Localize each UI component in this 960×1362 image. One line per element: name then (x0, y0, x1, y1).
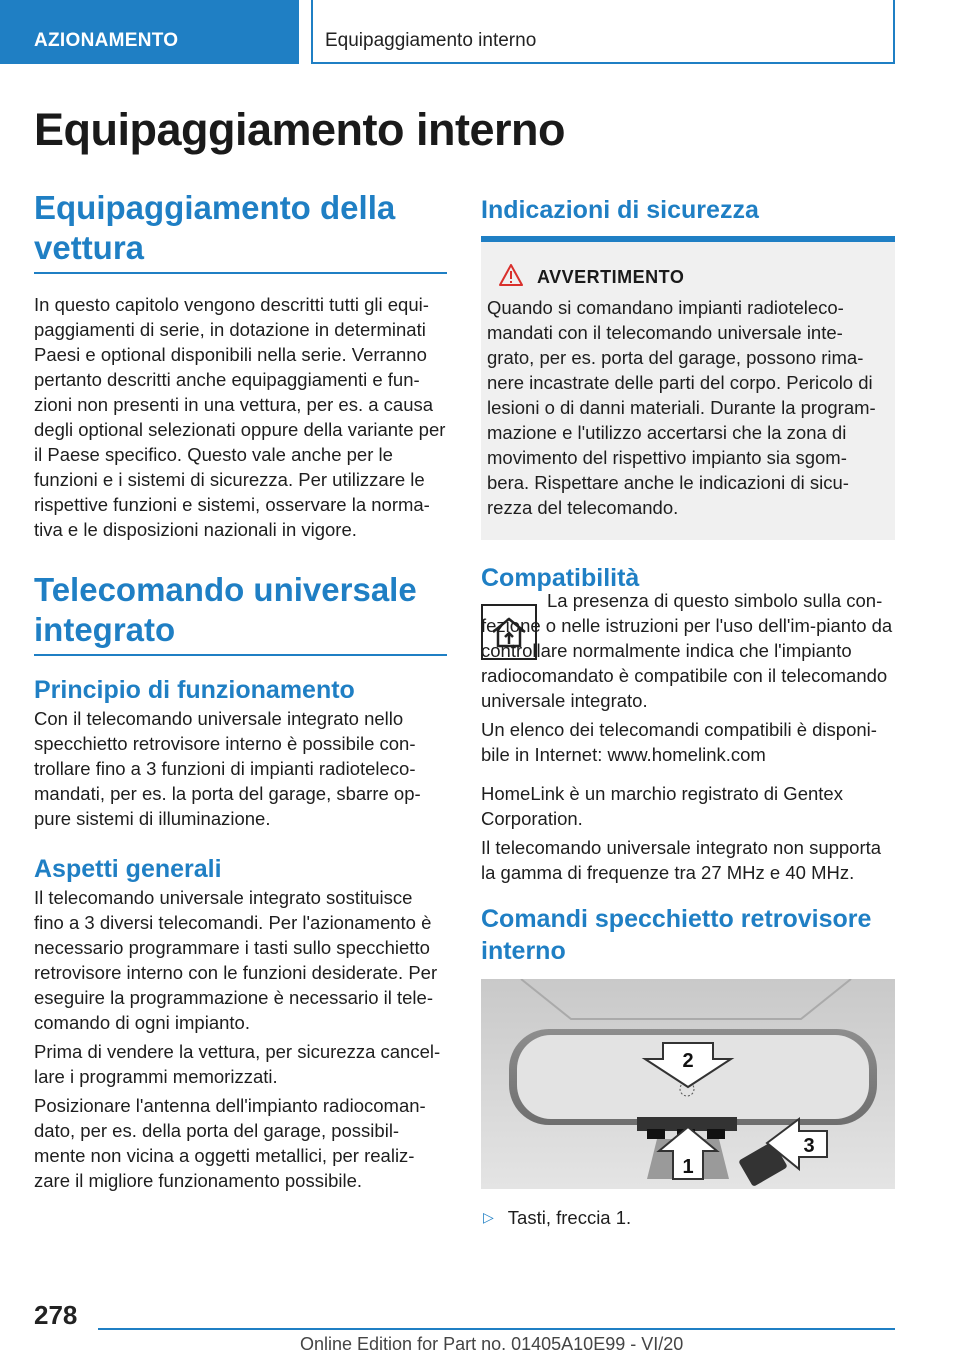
warning-box (481, 242, 895, 540)
safety-heading: Indicazioni di sicurezza (481, 188, 895, 242)
section-tab: AZIONAMENTO (0, 0, 299, 64)
warning-title: AVVERTIMENTO (537, 267, 685, 287)
compat-text: La presenza di questo simbolo sulla con-fezione o nelle istruzioni per l'uso dell'im-pianto da controllare normalmente indica che l'impianto radiocomandato è compatibile con il telecomando universale integrato. (481, 590, 893, 711)
figure-label-2: 2 (682, 1050, 694, 1072)
homelink-text: HomeLink è un marchio registrato di Gentex Corporation. (481, 783, 843, 829)
frequency-text: Il telecomando universale integrato non supporta la gamma di frequenze tra 27 MHz e 40 MHz. (481, 837, 882, 883)
general-heading: Aspetti generali (34, 855, 222, 883)
mirror-figure (481, 979, 895, 1189)
bullet-triangle-icon: ▷ (483, 1209, 494, 1225)
warning-triangle-icon (499, 264, 523, 291)
equip-heading: Equipaggiamento della vettura (34, 188, 447, 274)
general-text-2: Prima di vendere la vettura, per sicurezza cancel-lare i programmi memorizzati. (34, 1041, 441, 1087)
warning-header (487, 264, 887, 291)
warning-text: Quando si comandano impianti radioteleco-mandati con il telecomando universale inte-grato, per es. porta del garage, possono rima-nere incastrate delle parti del corpo. Pericolo di lesioni o di danni materiali. Durante la program-mazione e l'utilizzo accertarsi che la zona di movimento del rispettivo impianto sia sgom-bera. Rispettare anche le indicazioni di sicu-rezza del telecomando. (487, 297, 876, 518)
compat-list-text: Un elenco dei telecomandi compatibili è disponi-bile in Internet: www.homelink.com (481, 719, 877, 765)
footer-edition: Online Edition for Part no. 01405A10E99 - VI/20 (300, 1334, 684, 1354)
page-title: Equipaggiamento interno (34, 104, 566, 155)
page-number: 278 (34, 1300, 78, 1330)
breadcrumb: Equipaggiamento interno (311, 0, 895, 64)
right-column (481, 188, 895, 1230)
compat-heading: Compatibilità (481, 564, 640, 592)
principle-text: Con il telecomando universale integrato nello specchietto retrovisore interno è possibile con-trollare fino a 3 funzioni di impianti radioteleco-mandati, per es. la porta del garage, sbarre op-pure sistemi di illuminazione. (34, 708, 421, 829)
principle-heading: Principio di funzionamento (34, 676, 355, 704)
general-text-1: Il telecomando universale integrato sostituisce fino a 3 diversi telecomandi. Per l'azionamento è necessario programmare i tasti sullo specchietto retrovisore interno con le funzioni desiderate. Per eseguire la programmazione è necessario il tele-comando di ogni impianto. (34, 887, 438, 1033)
figure-label-1: 1 (682, 1156, 694, 1178)
left-column (34, 188, 447, 1193)
bullet-item (481, 1205, 895, 1230)
mirror-heading: Comandi specchietto retrovisore interno (481, 905, 872, 965)
bullet-text: Tasti, freccia 1. (507, 1207, 632, 1228)
remote-heading: Telecomando universale integrato (34, 570, 447, 656)
footer-rule (98, 1328, 895, 1330)
equip-text: In questo capitolo vengono descritti tutti gli equi-paggiamenti di serie, in dotazione in determinati Paesi e optional disponibili nella serie. Verranno pertanto descritti anche equipaggiamenti e fun-zioni non presenti in una vettura, per es. a causa degli optional selezionati oppure della variante per il Paese specifico. Questo vale anche per le funzioni e i sistemi di sicurezza. Per utilizzare le rispettive funzioni e sistemi, osservare la norma-tiva e le disposizioni nazionali in vigore. (34, 294, 446, 540)
figure-label-3: 3 (803, 1135, 815, 1157)
general-text-3: Posizionare l'antenna dell'impianto radiocoman-dato, per es. della porta del garage, possibil-mente non vicina a oggetti metallici, per realiz-zare il migliore funzionamento possibile. (34, 1095, 426, 1191)
